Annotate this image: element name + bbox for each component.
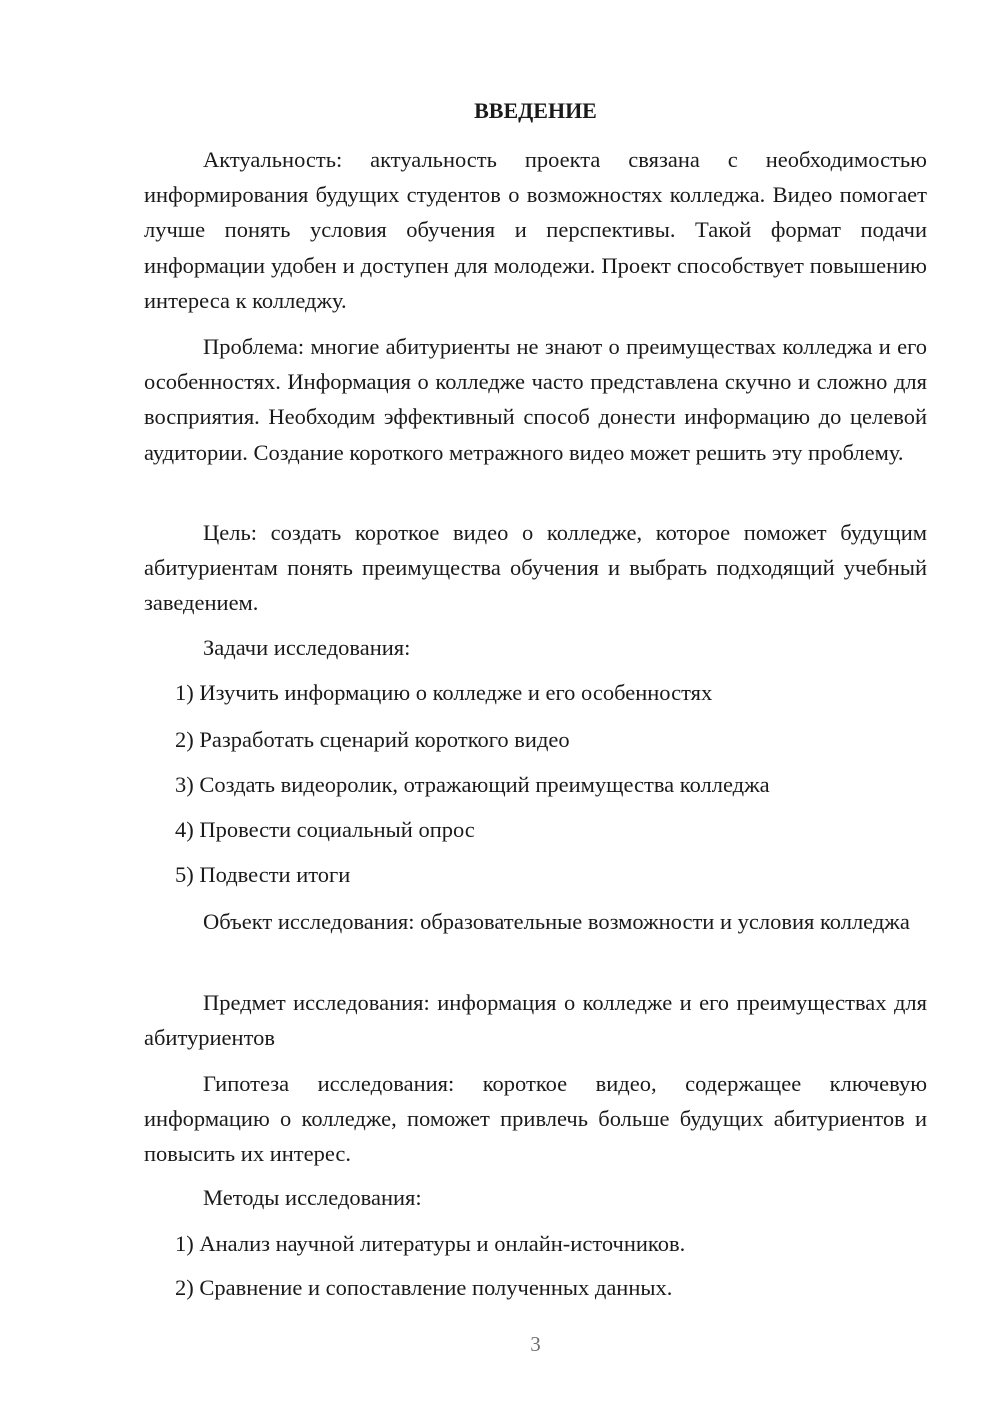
task-item: 5) Подвести итоги bbox=[175, 862, 351, 887]
task-item: 1) Изучить информацию о колледже и его особенностях bbox=[175, 680, 713, 705]
relevance-paragraph: Актуальность: актуальность проекта связана с необходимостью информирования будущих студентов о возможностях колледжа. Видео помогает лучше понять условия обучения и перспективы. Такой формат подачи информации удобен и доступен для молодежи. Проект способствует повышению интереса к колледжу. bbox=[144, 147, 927, 313]
hypothesis-paragraph: Гипотеза исследования: короткое видео, содержащее ключевую информацию о колледже, поможет привлечь больше будущих абитуриентов и повысить их интерес. bbox=[144, 1071, 927, 1167]
problem-paragraph: Проблема: многие абитуриенты не знают о преимуществах колледжа и его особенностях. Информация о колледже часто представлена скучно и сложно для восприятия. Необходим эффективный способ донести информацию до целевой аудитории. Создание короткого метражного видео может решить эту проблему. bbox=[144, 334, 927, 465]
subject-paragraph: Предмет исследования: информация о колледже и его преимуществах для абитуриентов bbox=[144, 990, 927, 1051]
tasks-heading: Задачи исследования: bbox=[203, 635, 411, 660]
task-item: 3) Создать видеоролик, отражающий преимущества колледжа bbox=[175, 772, 770, 797]
method-item: 1) Анализ научной литературы и онлайн-источников. bbox=[175, 1231, 686, 1256]
method-item: 2) Сравнение и сопоставление полученных данных. bbox=[175, 1275, 673, 1300]
page-number: 3 bbox=[530, 1332, 541, 1356]
goal-paragraph: Цель: создать короткое видео о колледже, которое поможет будущим абитуриентам понять преимущества обучения и выбрать подходящий учебный заведением. bbox=[144, 520, 927, 616]
object-paragraph: Объект исследования: образовательные возможности и условия колледжа bbox=[203, 909, 910, 934]
page-title: ВВЕДЕНИЕ bbox=[474, 98, 597, 123]
task-item: 4) Провести социальный опрос bbox=[175, 817, 475, 842]
task-item: 2) Разработать сценарий короткого видео bbox=[175, 727, 570, 752]
methods-heading: Методы исследования: bbox=[203, 1185, 422, 1210]
